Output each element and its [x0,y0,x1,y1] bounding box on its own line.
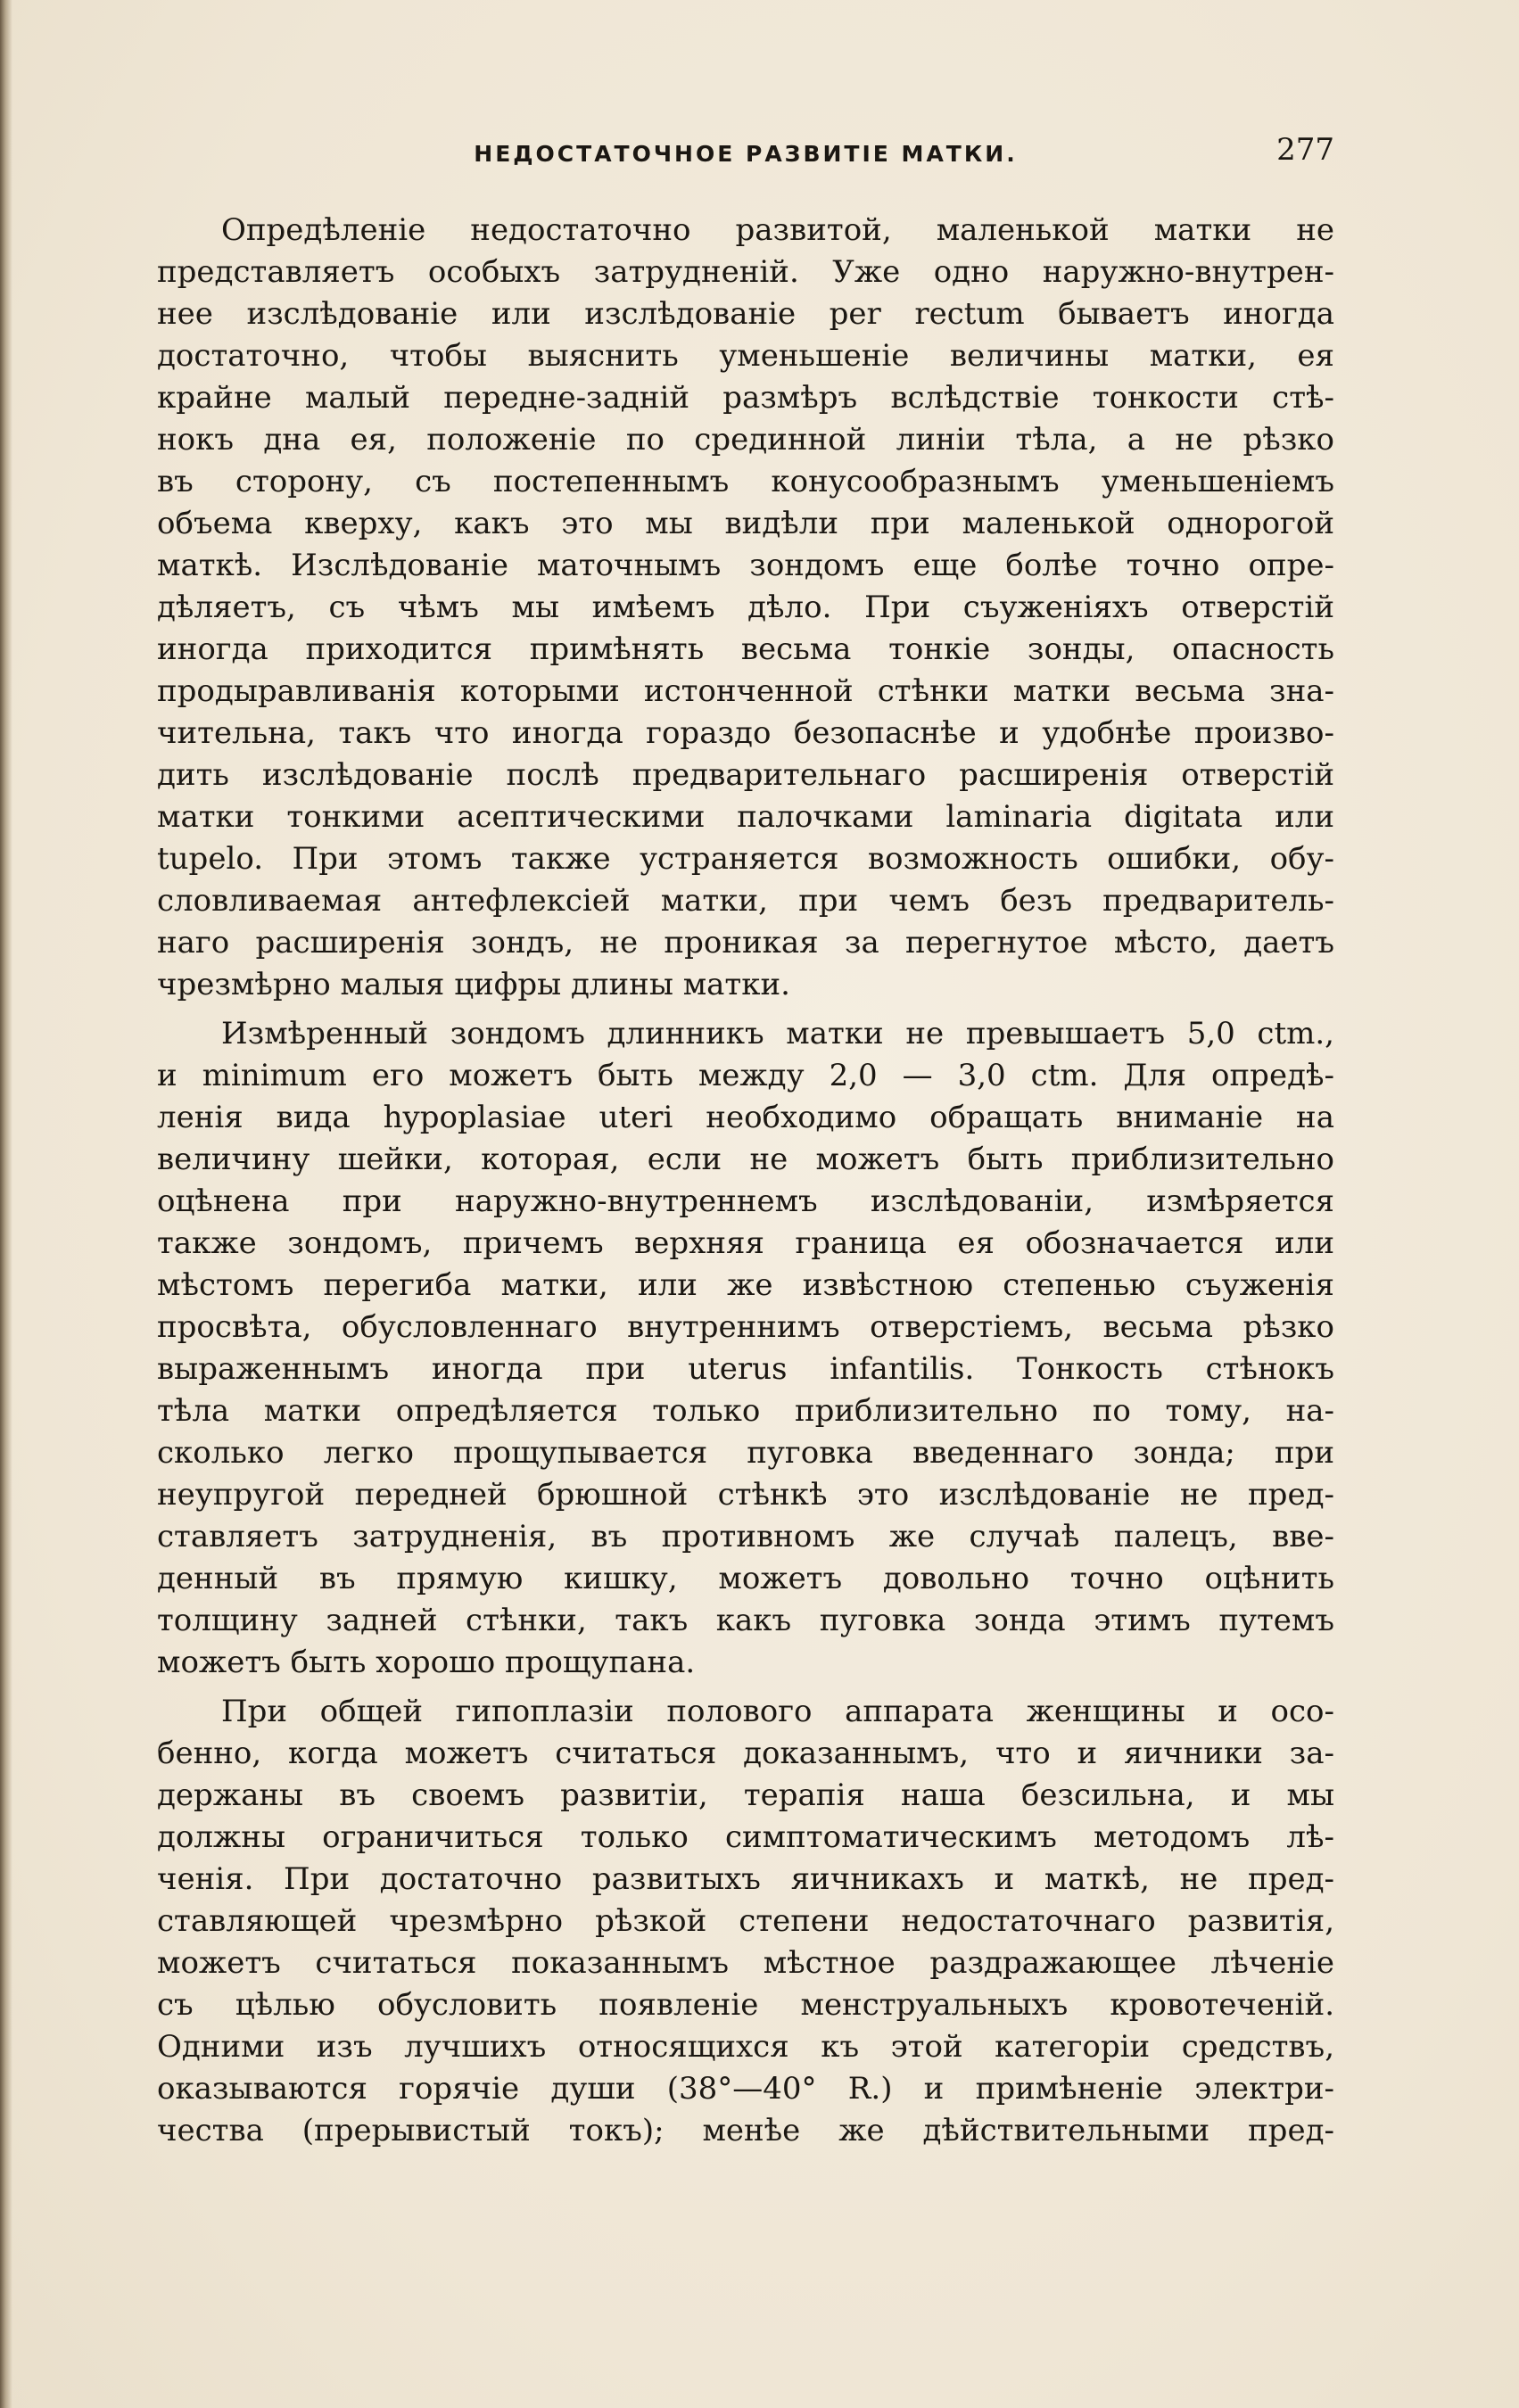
text-line: продыравливанія которыми истонченной стѣнки матки весьма зна- [157,673,1334,709]
text-line: представляетъ особыхъ затрудненій. Уже одно наружно-внутрен- [157,254,1334,290]
page-number: 277 [1276,132,1334,168]
text-line: неупругой передней брюшной стѣнкѣ это изслѣдованіе не пред- [157,1477,1334,1513]
text-line: оцѣнена при наружно-внутреннемъ изслѣдованіи, измѣряется [157,1183,1334,1219]
text-line: ленія вида hypoplasiae uteri необходимо обращать вниманіе на [157,1100,1334,1135]
text-line: денный въ прямую кишку, можетъ довольно точно оцѣнить [157,1561,1334,1596]
text-line: достаточно, чтобы выяснить уменьшеніе величины матки, ея [157,338,1334,374]
text-line: tupelo. При этомъ также устраняется возможность ошибки, обу- [157,841,1334,877]
text-line: объема кверху, какъ это мы видѣли при маленькой однорогой [157,506,1334,541]
text-line: чительна, такъ что иногда гораздо безопаснѣе и удобнѣе произво- [157,715,1334,751]
text-line: дить изслѣдованіе послѣ предварительнаго расширенія отверстій [157,757,1334,793]
text-line: нее изслѣдованіе или изслѣдованіе per rectum бываетъ иногда [157,296,1334,332]
text-line: сколько легко прощупывается пуговка введеннаго зонда; при [157,1435,1334,1471]
text-line: иногда приходится примѣнять весьма тонкіе зонды, опасность [157,631,1334,667]
text-line: толщину задней стѣнки, такъ какъ пуговка зонда этимъ путемъ [157,1603,1334,1638]
text-line: съ цѣлью обусловить появленіе менструальныхъ кровотеченій. [157,1987,1334,2023]
text-line: наго расширенія зондъ, не проникая за перегнутое мѣсто, даетъ [157,925,1334,961]
running-title: НЕДОСТАТОЧНОЕ РАЗВИТІЕ МАТКИ. [474,141,1018,167]
paragraph-gap [157,1684,1334,1691]
text-line: ставляетъ затрудненія, въ противномъ же случаѣ палецъ, вве- [157,1519,1334,1554]
text-line: величину шейки, которая, если не можетъ быть приблизительно [157,1142,1334,1177]
text-line: можетъ считаться показаннымъ мѣстное раздражающее лѣченіе [157,1945,1334,1981]
paragraph-2 [157,1013,1334,1684]
text-line: и minimum его можетъ быть между 2,0 — 3,0 ctm. Для опредѣ- [157,1058,1334,1093]
text-line: просвѣта, обусловленнаго внутреннимъ отверстіемъ, весьма рѣзко [157,1309,1334,1345]
text-line: При общей гипоплазіи полового аппарата женщины и осо- [221,1694,1334,1729]
text-line: мѣстомъ перегиба матки, или же извѣстною степенью съуженія [157,1267,1334,1303]
paragraph-gap [157,1006,1334,1013]
text-line: Опредѣленіе недостаточно развитой, маленькой матки не [221,212,1334,248]
text-line: нокъ дна ея, положеніе по срединной линіи тѣла, а не рѣзко [157,422,1334,458]
text-line: оказываются горячіе души (38°—40° R.) и примѣненіе электри- [157,2071,1334,2107]
text-line: Измѣренный зондомъ длинникъ матки не превышаетъ 5,0 ctm., [221,1016,1334,1051]
text-line: матки тонкими асептическими палочками laminaria digitata или [157,799,1334,835]
paragraph-1 [157,210,1334,1006]
text-line: ченія. При достаточно развитыхъ яичникахъ и маткѣ, не пред- [157,1861,1334,1897]
text-line: крайне малый передне-задній размѣръ вслѣдствіе тонкости стѣ- [157,380,1334,416]
text-line: бенно, когда можетъ считаться доказаннымъ, что и яичники за- [157,1736,1334,1771]
paragraph-3 [157,1691,1334,2152]
text-line: держаны въ своемъ развитіи, терапія наша безсильна, и мы [157,1777,1334,1813]
body-text [157,210,1334,2152]
text-line: должны ограничиться только симптоматическимъ методомъ лѣ- [157,1819,1334,1855]
text-line: выраженнымъ иногда при uterus infantilis. Тонкость стѣнокъ [157,1351,1334,1387]
text-line: маткѣ. Изслѣдованіе маточнымъ зондомъ еще болѣе точно опре- [157,548,1334,583]
text-line: также зондомъ, причемъ верхняя граница ея обозначается или [157,1225,1334,1261]
text-line: можетъ быть хорошо прощупана. [157,1645,696,1680]
page-binding-edge [0,0,12,2408]
text-line: тѣла матки опредѣляется только приблизительно по тому, на- [157,1393,1334,1429]
text-line: Одними изъ лучшихъ относящихся къ этой категоріи средствъ, [157,2029,1334,2065]
running-header [157,132,1334,175]
text-line: словливаемая антефлексіей матки, при чемъ безъ предваритель- [157,883,1334,919]
text-line: чества (прерывистый токъ); менѣе же дѣйствительными пред- [157,2113,1334,2148]
text-line: ставляющей чрезмѣрно рѣзкой степени недостаточнаго развитія, [157,1903,1334,1939]
text-line: дѣляетъ, съ чѣмъ мы имѣемъ дѣло. При съуженіяхъ отверстій [157,590,1334,625]
text-line: въ сторону, съ постепеннымъ конусообразнымъ уменьшеніемъ [157,464,1334,499]
text-line: чрезмѣрно малыя цифры длины матки. [157,967,790,1002]
